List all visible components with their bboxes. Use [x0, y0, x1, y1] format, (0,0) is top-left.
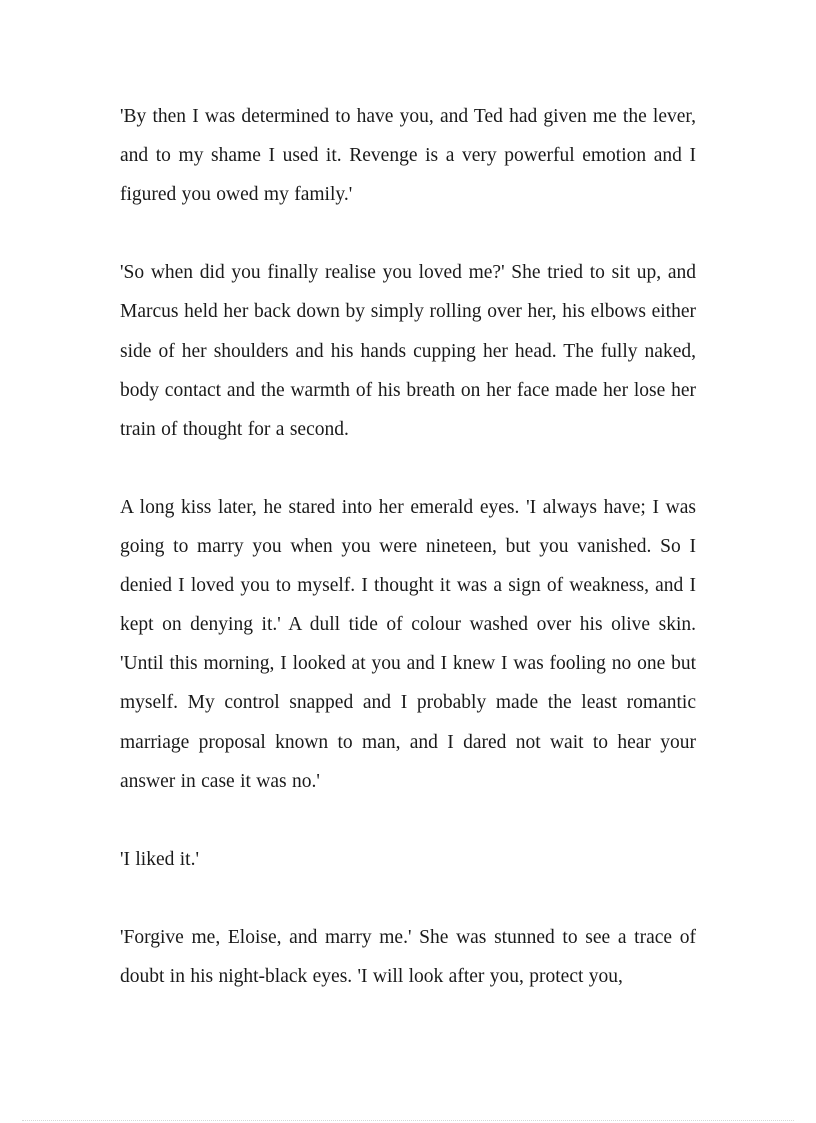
paragraph-1: 'By then I was determined to have you, and Ted had given me the lever, and to my shame I used it. Revenge is a very powerful emotion and I figured you owed my family.' [120, 106, 696, 206]
paragraph-5: 'Forgive me, Eloise, and marry me.' She was stunned to see a trace of doubt in his night-black eyes. 'I will look after you, protect you, [120, 926, 696, 988]
page-body-text [120, 97, 696, 996]
paragraph-3: A long kiss later, he stared into her emerald eyes. 'I always have; I was going to marry you when you were nineteen, but you vanished. So I denied I loved you to myself. I thought it was a sign of weakness, and I kept on denying it.' A dull tide of colour washed over his olive skin. 'Until this morning, I looked at you and I knew I was fooling no one but myself. My control snapped and I probably made the least romantic marriage proposal known to man, and I dared not wait to hear your answer in case it was no.' [120, 496, 696, 792]
paragraph-4: 'I liked it.' [120, 848, 199, 870]
page-bottom-divider [22, 1120, 794, 1121]
paragraph-2: 'So when did you finally realise you loved me?' She tried to sit up, and Marcus held her back down by simply rolling over her, his elbows either side of her shoulders and his hands cupping her head. The fully naked, body contact and the warmth of his breath on her face made her lose her train of thought for a second. [120, 262, 696, 440]
